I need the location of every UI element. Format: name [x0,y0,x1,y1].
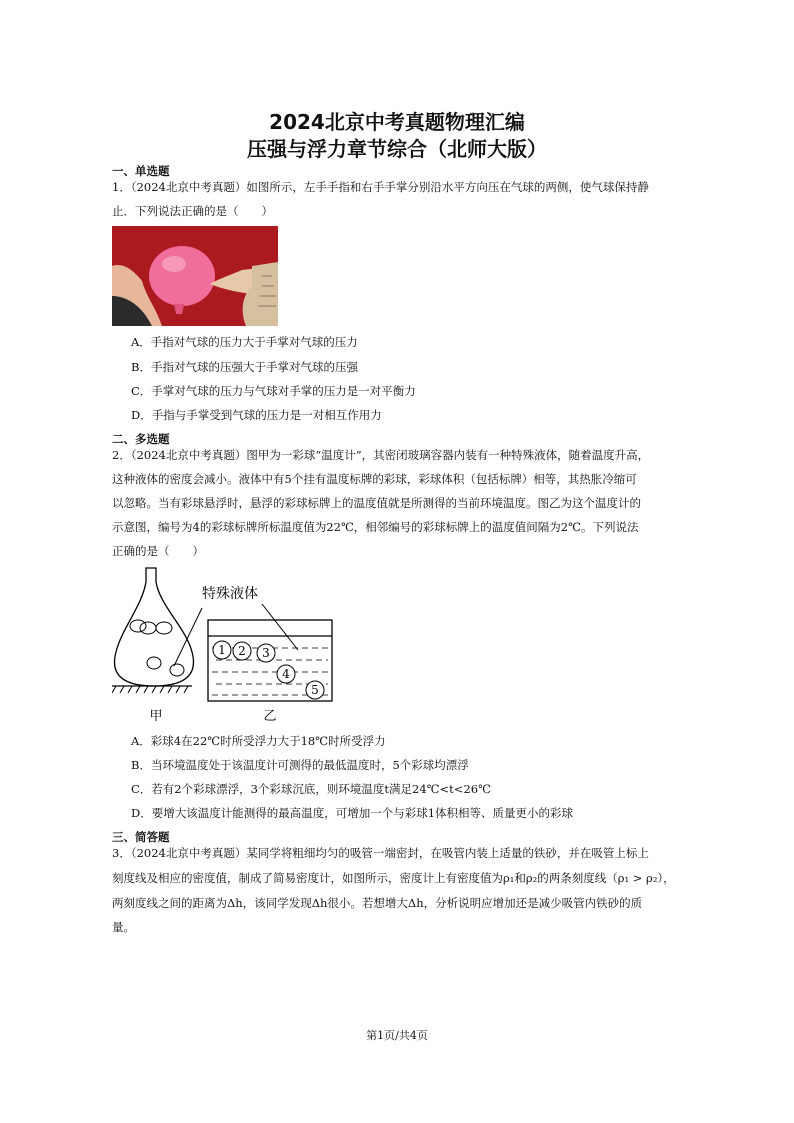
figure-label-yi: 乙 [263,709,277,724]
figure-label-jia: 甲 [149,709,163,724]
balloon-photo [112,226,278,326]
q2-option-c: C．若有2个彩球漂浮，3个彩球沉底，则环境温度t满足24℃<t<26℃ [131,782,491,796]
question-2-line-5: 正确的是（ ） [112,544,204,558]
question-2-line-2: 这种液体的密度会减小。液体中有5个挂有温度标牌的彩球，彩球体积（包括标牌）相等，其热胀冷缩可 [112,472,637,486]
q2-option-a: A．彩球4在22℃时所受浮力大于18℃时所受浮力 [131,734,386,748]
page-number: 第1页/共4页 [366,1029,428,1042]
ball-label: 4 [282,667,290,681]
document-title: 2024北京中考真题物理汇编 [269,110,525,134]
flask-ball [130,620,146,632]
thermometer-figure [112,566,342,730]
liquid-label: 特殊液体 [202,586,258,602]
ball-label: 5 [311,683,319,697]
question-3-line-3: 两刻度线之间的距离为Δh，该同学发现Δh很小。若想增大Δh，分析说明应增加还是减少吸管内铁砂的质 [112,896,643,910]
question-1-line-2: 止．下列说法正确的是（ ） [112,204,273,218]
ball-label: 3 [262,646,270,660]
flask-ball [156,622,172,634]
document-subtitle: 压强与浮力章节综合（北师大版） [247,137,547,161]
q2-option-d: D．要增大该温度计能测得的最高温度，可增加一个与彩球1体积相等、质量更小的彩球 [131,806,574,820]
question-2-line-1: 2．（2024北京中考真题）图甲为一彩球“温度计”，其密闭玻璃容器内装有一种特殊液体，随着温度升高， [112,448,650,462]
section-heading-single-choice: 一、单选题 [112,164,170,178]
flask-shape [115,568,194,686]
flask-ball [170,664,184,676]
section-heading-multi-choice: 二、多选题 [112,432,170,446]
q1-option-c: C．手掌对气球的压力与气球对手掌的压力是一对平衡力 [131,384,416,398]
q1-option-a: A．手指对气球的压力大于手掌对气球的压力 [131,335,358,349]
question-1-line-1: 1．（2024北京中考真题）如图所示，左手手指和右手手掌分别沿水平方向压在气球的两侧，使气球保持静 [112,180,649,194]
ball-label: 2 [238,644,246,658]
section-heading-short-answer: 三、简答题 [112,830,170,844]
q1-option-b: B．手指对气球的压强大于手掌对气球的压强 [131,360,358,374]
question-2-line-4: 示意图，编号为4的彩球标牌所标温度值为22℃，相邻编号的彩球标牌上的温度值间隔为2℃。下列说法 [112,520,639,534]
question-3-line-2: 刻度线及相应的密度值，制成了简易密度计，如图所示，密度计上有密度值为ρ₁和ρ₂的两条刻度线（ρ₁ > ρ₂）， [112,871,675,885]
q2-option-b: B．当环境温度处于该温度计可测得的最低温度时，5个彩球均漂浮 [131,758,469,772]
flask-ball [147,657,161,669]
q1-option-d: D．手指与手掌受到气球的压力是一对相互作用力 [131,408,382,422]
question-3-line-1: 3．（2024北京中考真题）某同学将粗细均匀的吸管一端密封，在吸管内装上适量的铁砂，并在吸管上标上 [112,846,649,860]
flask-ball [140,622,156,634]
question-3-line-4: 量。 [112,920,135,934]
ball-label: 1 [218,643,226,657]
question-2-line-3: 以忽略。当有彩球悬浮时，悬浮的彩球标牌上的温度值就是所测得的当前环境温度。图乙为这个温度计的 [112,496,641,510]
